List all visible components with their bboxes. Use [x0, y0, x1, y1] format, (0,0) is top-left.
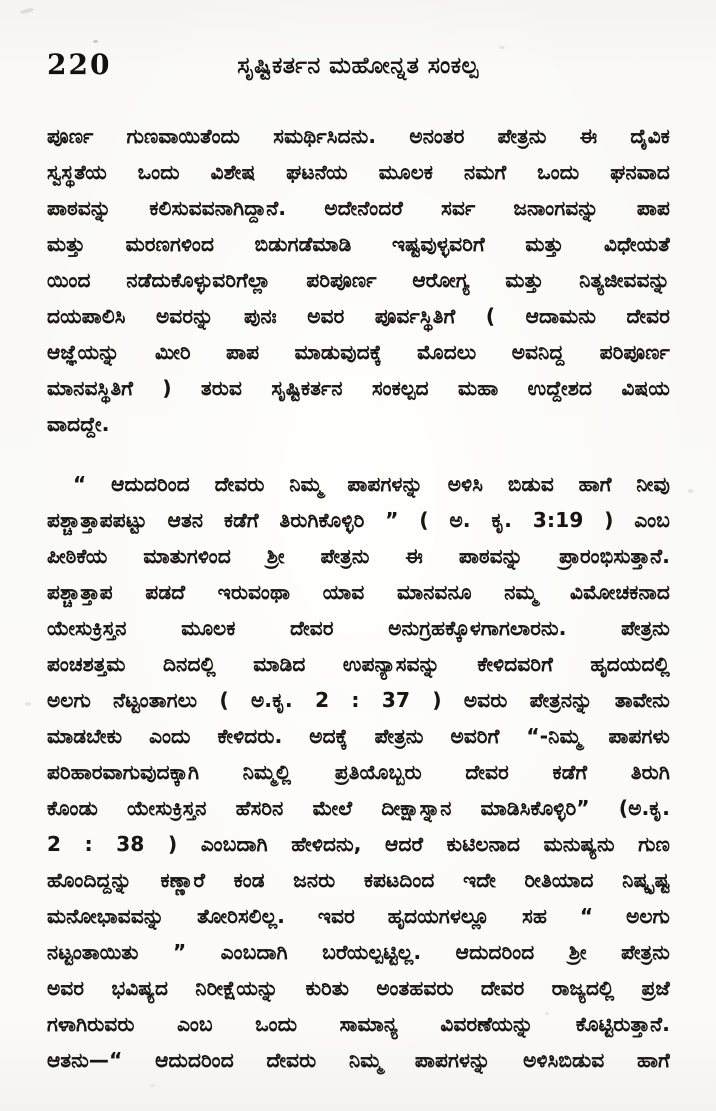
- paragraph-2: [47, 466, 670, 1078]
- text-line: ವಾದದ್ದೇ.: [47, 412, 110, 436]
- text-line: ಗಳಾಗಿರುವರು ಎಂಬ ಒಂದು ಸಾಮಾನ್ಯ ವಿವರಣೆಯನ್ನು ಕೊಟ್ಟಿರುತ್ತಾನೆ.: [47, 1012, 670, 1036]
- page-body: [0, 118, 716, 1078]
- text-line: ಮತ್ತು ಮರಣಗಳಿಂದ ಬಿಡುಗಡೆಮಾಡಿ ಇಷ್ಟವುಳ್ಳವರಿಗೆ ಮತ್ತು ವಿಧೇಯತೆ: [47, 232, 670, 256]
- text-line: ಯೇಸುಕ್ರಿಸ್ತನ ಮೂಲಕ ದೇವರ ಅನುಗ್ರಹಕ್ಕೊಳಗಾಗಲಾರನು. ಪೇತ್ರನು: [47, 616, 670, 640]
- text-line: ಪಶ್ಚಾತ್ತಾಪ ಪಡದೆ ಇರುವಂಥಾ ಯಾವ ಮಾನವನೂ ನಮ್ಮ ವಿಮೋಚಕನಾದ: [47, 580, 670, 604]
- text-line: ಯಿಂದ ನಡೆದುಕೊಳ್ಳುವರಿಗೆಲ್ಲಾ ಪರಿಪೂರ್ಣ ಆರೋಗ್ಯ ಮತ್ತು ನಿತ್ಯಜೀವವನ್ನು: [47, 268, 670, 292]
- text-line: ಮನೋಭಾವವನ್ನು ತೋರಿಸಲಿಲ್ಲ. ಇವರ ಹೃದಯಗಳಲ್ಲೂ ಸಹ “ ಅಲಗು: [47, 904, 670, 928]
- text-line: ಪಾಠವನ್ನು ಕಲಿಸುವವನಾಗಿದ್ದಾನೆ. ಅದೇನೆಂದರೆ ಸರ್ವ ಜನಾಂಗವನ್ನು ಪಾಪ: [47, 196, 670, 220]
- running-title: ಸೃಷ್ಟಿಕರ್ತನ ಮಹೋನ್ನತ ಸಂಕಲ್ಪ: [237, 53, 479, 79]
- paragraph-1: [47, 118, 670, 442]
- text-line: ಪಂಚಶತ್ತಮ ದಿನದಲ್ಲಿ ಮಾಡಿದ ಉಪನ್ಯಾಸವನ್ನು ಕೇಳಿದವರಿಗೆ ಹೃದಯದಲ್ಲಿ: [47, 652, 670, 676]
- page-header: [0, 0, 716, 96]
- text-line: ಪೀಠಿಕೆಯ ಮಾತುಗಳಿಂದ ಶ್ರೀ ಪೇತ್ರನು ಈ ಪಾಠವನ್ನು ಪ್ರಾರಂಭಿಸುತ್ತಾನೆ.: [47, 544, 670, 568]
- text-line: ಮಾನವಸ್ಥಿತಿಗೆ ) ತರುವ ಸೃಷ್ಟಿಕರ್ತನ ಸಂಕಲ್ಪದ ಮಹಾ ಉದ್ದೇಶದ ವಿಷಯ: [47, 376, 670, 400]
- text-line: ಹೊಂದಿದ್ದನ್ನು ಕಣ್ಣಾರೆ ಕಂಡ ಜನರು ಕಪಟದಿಂದ ಇದೇ ರೀತಿಯಾದ ನಿಷ್ಕೃಷ್ಟ: [47, 868, 670, 892]
- text-line: ಆತನು—“ ಆದುದರಿಂದ ದೇವರು ನಿಮ್ಮ ಪಾಪಗಳನ್ನು ಅಳಿಸಿಬಿಡುವ ಹಾಗೆ: [47, 1048, 670, 1072]
- text-line: 2 : 38 ) ಎಂಬದಾಗಿ ಹೇಳಿದನು, ಆದರೆ ಕುಟಿಲನಾದ ಮನುಷ್ಯನು ಗುಣ: [47, 832, 670, 856]
- text-line: ನಟ್ಟಂತಾಯಿತು ” ಎಂಬದಾಗಿ ಬರೆಯಲ್ಪಟ್ಟಿಲ್ಲ. ಆದುದರಿಂದ ಶ್ರೀ ಪೇತ್ರನು: [47, 940, 670, 964]
- scan-speck: [150, 1084, 155, 1087]
- text-line: ಮಾಡಬೇಕು ಎಂದು ಕೇಳಿದರು. ಅದಕ್ಕೆ ಪೇತ್ರನು ಅವರಿಗೆ “-ನಿಮ್ಮ ಪಾಪಗಳು: [47, 724, 670, 748]
- text-line: ಅಲಗು ನೆಟ್ಟಂತಾಗಲು ( ಅ.ಕೃ. 2 : 37 ) ಅವರು ಪೇತ್ರನನ್ನು ತಾವೇನು: [47, 688, 670, 712]
- text-line: ಪಶ್ಚಾತ್ತಾಪಪಟ್ಟು ಆತನ ಕಡೆಗೆ ತಿರುಗಿಕೊಳ್ಳಿರಿ ” ( ಅ. ಕೃ. 3:19 ) ಎಂಬ: [47, 508, 670, 532]
- text-line: ಸ್ವಸ್ಥತೆಯ ಒಂದು ವಿಶೇಷ ಘಟನೆಯ ಮೂಲಕ ನಮಗೆ ಒಂದು ಘನವಾದ: [47, 160, 670, 184]
- text-line: ಪೂರ್ಣ ಗುಣವಾಯಿತೆಂದು ಸಮರ್ಥಿಸಿದನು. ಅನಂತರ ಪೇತ್ರನು ಈ ದೈವಿಕ: [47, 124, 670, 148]
- text-line: ಅವರ ಭವಿಷ್ಯದ ನಿರೀಕ್ಷೆಯನ್ನು ಕುರಿತು ಅಂತಹವರು ದೇವರ ರಾಜ್ಯದಲ್ಲಿ ಪ್ರಜೆ: [47, 976, 670, 1000]
- text-line: ಪರಿಹಾರವಾಗುವುದಕ್ಕಾಗಿ ನಿಮ್ಮಲ್ಲಿ ಪ್ರತಿಯೊಬ್ಬರು ದೇವರ ಕಡೆಗೆ ತಿರುಗಿ: [47, 760, 670, 784]
- text-line: “ ಆದುದರಿಂದ ದೇವರು ನಿಮ್ಮ ಪಾಪಗಳನ್ನು ಅಳಿಸಿ ಬಿಡುವ ಹಾಗೆ ನೀವು: [73, 472, 670, 496]
- text-line: ದಯಪಾಲಿಸಿ ಅವರನ್ನು ಪುನಃ ಅವರ ಪೂರ್ವಸ್ಥಿತಿಗೆ ( ಆದಾಮನು ದೇವರ: [47, 304, 670, 328]
- text-line: ಕೊಂಡು ಯೇಸುಕ್ರಿಸ್ತನ ಹೆಸರಿನ ಮೇಲೆ ದೀಕ್ಷಾಸ್ನಾನ ಮಾಡಿಸಿಕೊಳ್ಳಿರಿ” (ಅ.ಕೃ.: [47, 796, 670, 820]
- page-number: 220: [47, 48, 112, 81]
- text-line: ಆಜ್ಞೆಯನ್ನು ಮೀರಿ ಪಾಪ ಮಾಡುವುದಕ್ಕೆ ಮೊದಲು ಅವನಿದ್ದ ಪರಿಪೂರ್ಣ: [47, 340, 670, 364]
